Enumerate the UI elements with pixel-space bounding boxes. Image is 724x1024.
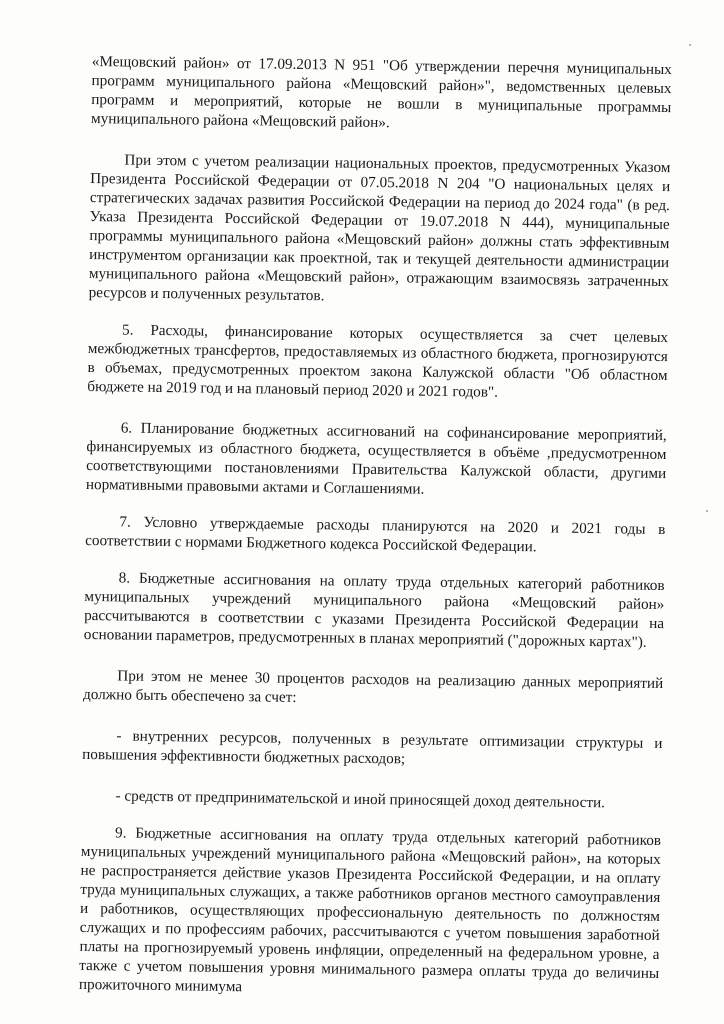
paragraph-item-5: 5. Расходы, финансирование которых осуществляется за счет целевых межбюджетных трансфертов, предоставляемых из областного бюджета, прогнозируются в объемах, предусмотренных проектом закона Калужской области "Об областном бюджете на 2019 год и на плановый период 2020 и 2021 годов". [87,321,669,401]
paragraph-national-projects: При этом с учетом реализации национальных проектов, предусмотренных Указом Президента Российской Федерации от 07.05.2018 N 204 "О национальных целях и стратегических задачах развития Российской Федерации на период до 2024 года" (в ред. Указа Президента Российской Федерации от 19.07.2018 N 444), муниципальные программы муниципального района «Мещовский район» должны стать эффективным инструментом организации как проектной, так и текущей деятельности администрации муниципального района «Мещовский район», отражающим взаимосвязь затраченных ресурсов и полученных результатов. [88,151,671,305]
paragraph-30-percent: При этом не менее 30 процентов расходов на реализацию данных мероприятий должно быть обеспечено за счет: [82,667,664,706]
scan-speck [706,510,708,512]
paragraph-item-8: 8. Бюджетные ассигнования на оплату труда отдельных категорий работников муниципальных учреждений муниципального района «Мещовский район» рассчитываются в соответствии с указами Президента Российской Федерации на основании параметров, предусмотренных в планах мероприятий ("дорожных картах"). [83,569,665,651]
paragraph-item-6: 6. Планирование бюджетных ассигнований на софинансирование мероприятий, финансируемых из областного бюджета, осуществляется в объёме ,предусмотренном соответствующими постановлениями Правительства Калужской области, другими нормативными правовыми актами и Соглашениями. [85,419,667,498]
list-item-business-income: - средств от предпринимательской и иной приносящей доход деятельности. [115,787,606,812]
document-body [79,52,672,1002]
paragraph-item-9: 9. Бюджетные ассигнования на оплату труда отдельных категорий работников муниципальных учреждений муниципального района «Мещовский район», на которых не распространяется действие указов Президента Российской Федерации, и на оплату труда муниципальных служащих, а также работников органов местного самоуправления и работников, осуществляющих профессиональную деятельность по должностям служащих и по профессиям рабочих, рассчитываются с учетом повышения заработной платы на прогнозируемый уровень инфляции, определенный на федеральном уровне, а также с учетом повышения уровня минимального размера оплаты труда до величины прожиточного минимума [78,824,662,996]
paragraph-item-7: 7. Условно утверждаемые расходы планируются на 2020 и 2021 годы в соответствии с нормами Бюджетного кодекса Российской Федерации. [85,513,666,556]
scan-speck [689,44,691,46]
list-item-internal-resources: - внутренних ресурсов, полученных в результате оптимизации структуры и повышения эффективности бюджетных расходов; [82,727,663,768]
paragraph-continuation: «Мещовский район» от 17.09.2013 N 951 "Об утверждении перечня муниципальных программ муниципального района «Мещовский район»", ведомственных целевых программ и мероприятий, которые не вошли в муниципальные программы муниципального района «Мещовский район». [90,52,672,132]
